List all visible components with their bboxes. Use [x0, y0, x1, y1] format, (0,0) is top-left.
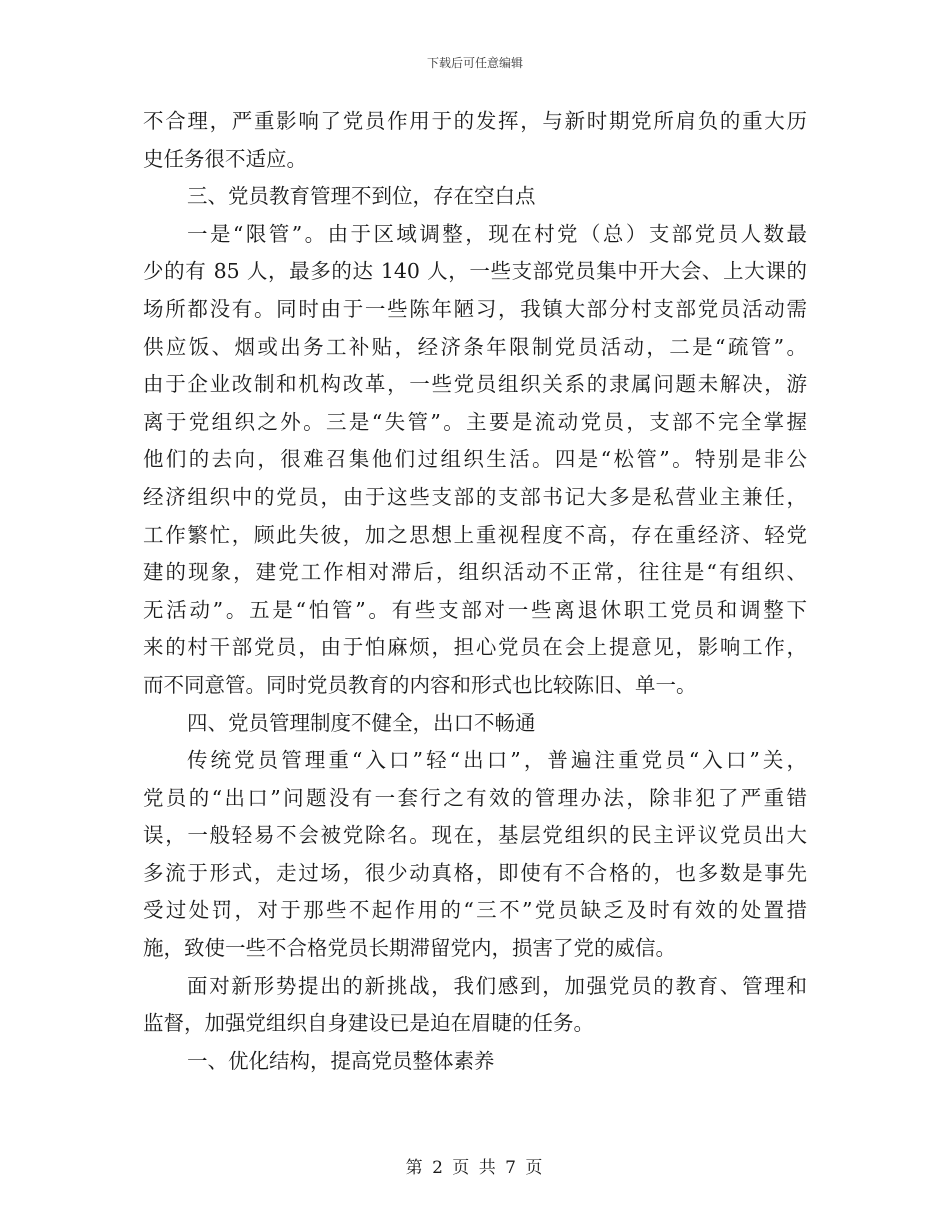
- text-line: 他们的去向，很难召集他们过组织生活。四是“松管”。特别是非公: [143, 447, 807, 472]
- text-line: 经济组织中的党员，由于这些支部的支部书记大多是私营业主兼任，: [143, 484, 807, 509]
- header-note: 下载后可任意编辑: [426, 56, 523, 70]
- text-line: 施，致使一些不合格党员长期滞留党内，损害了党的威信。: [143, 936, 676, 961]
- text-line: 面对新形势提出的新挑战，我们感到，加强党员的教育、管理和: [187, 973, 807, 998]
- text-line: 建的现象，建党工作相对滞后，组织活动不正常，往往是“有组织、: [143, 560, 807, 585]
- text-line: 由于企业改制和机构改革，一些党员组织关系的隶属问题未解决，游: [143, 372, 807, 397]
- text-line: 传统党员管理重“入口”轻“出口”，普遍注重党员“入口”关，: [187, 748, 807, 773]
- text-line: 少的有 85 人，最多的达 140 人，一些支部党员集中开大会、上大课的: [143, 259, 807, 284]
- text-line: 四、党员管理制度不健全，出口不畅通: [187, 710, 536, 735]
- text-line: 供应饭、烟或出务工补贴，经济条年限制党员活动，二是“疏管”。: [143, 334, 807, 359]
- text-line: 无活动”。五是“怕管”。有些支部对一些离退休职工党员和调整下: [143, 597, 807, 622]
- text-line: 来的村干部党员，由于怕麻烦，担心党员在会上提意见，影响工作，: [143, 635, 807, 660]
- text-line: 监督，加强党组织自身建设已是迫在眉睫的任务。: [143, 1011, 594, 1036]
- text-line: 工作繁忙，顾此失彼，加之思想上重视程度不高，存在重经济、轻党: [143, 522, 807, 547]
- text-line: 党员的“出口”问题没有一套行之有效的管理办法，除非犯了严重错: [143, 785, 807, 810]
- text-line: 一是“限管”。由于区域调整，现在村党（总）支部党员人数最: [187, 221, 807, 246]
- text-line: 一、优化结构，提高党员整体素养: [187, 1048, 495, 1073]
- page-footer: 第 2 页 共 7 页: [405, 1158, 545, 1178]
- text-line: 受过处罚，对于那些不起作用的“三不”党员缺乏及时有效的处置措: [143, 898, 807, 923]
- text-line: 三、党员教育管理不到位，存在空白点: [187, 184, 536, 209]
- text-line: 场所都没有。同时由于一些陈年陋习，我镇大部分村支部党员活动需: [143, 296, 807, 321]
- text-line: 误，一般轻易不会被党除名。现在，基层党组织的民主评议党员出大: [143, 823, 807, 848]
- text-line: 多流于形式，走过场，很少动真格，即使有不合格的，也多数是事先: [143, 860, 807, 885]
- text-line: 不合理，严重影响了党员作用于的发挥，与新时期党所肩负的重大历: [143, 109, 807, 133]
- text-line: 而不同意管。同时党员教育的内容和形式也比较陈旧、单一。: [143, 672, 697, 697]
- text-line: 史任务很不适应。: [143, 146, 307, 171]
- text-line: 离于党组织之外。三是“失管”。主要是流动党员，支部不完全掌握: [143, 409, 807, 434]
- document-body: [143, 103, 807, 1080]
